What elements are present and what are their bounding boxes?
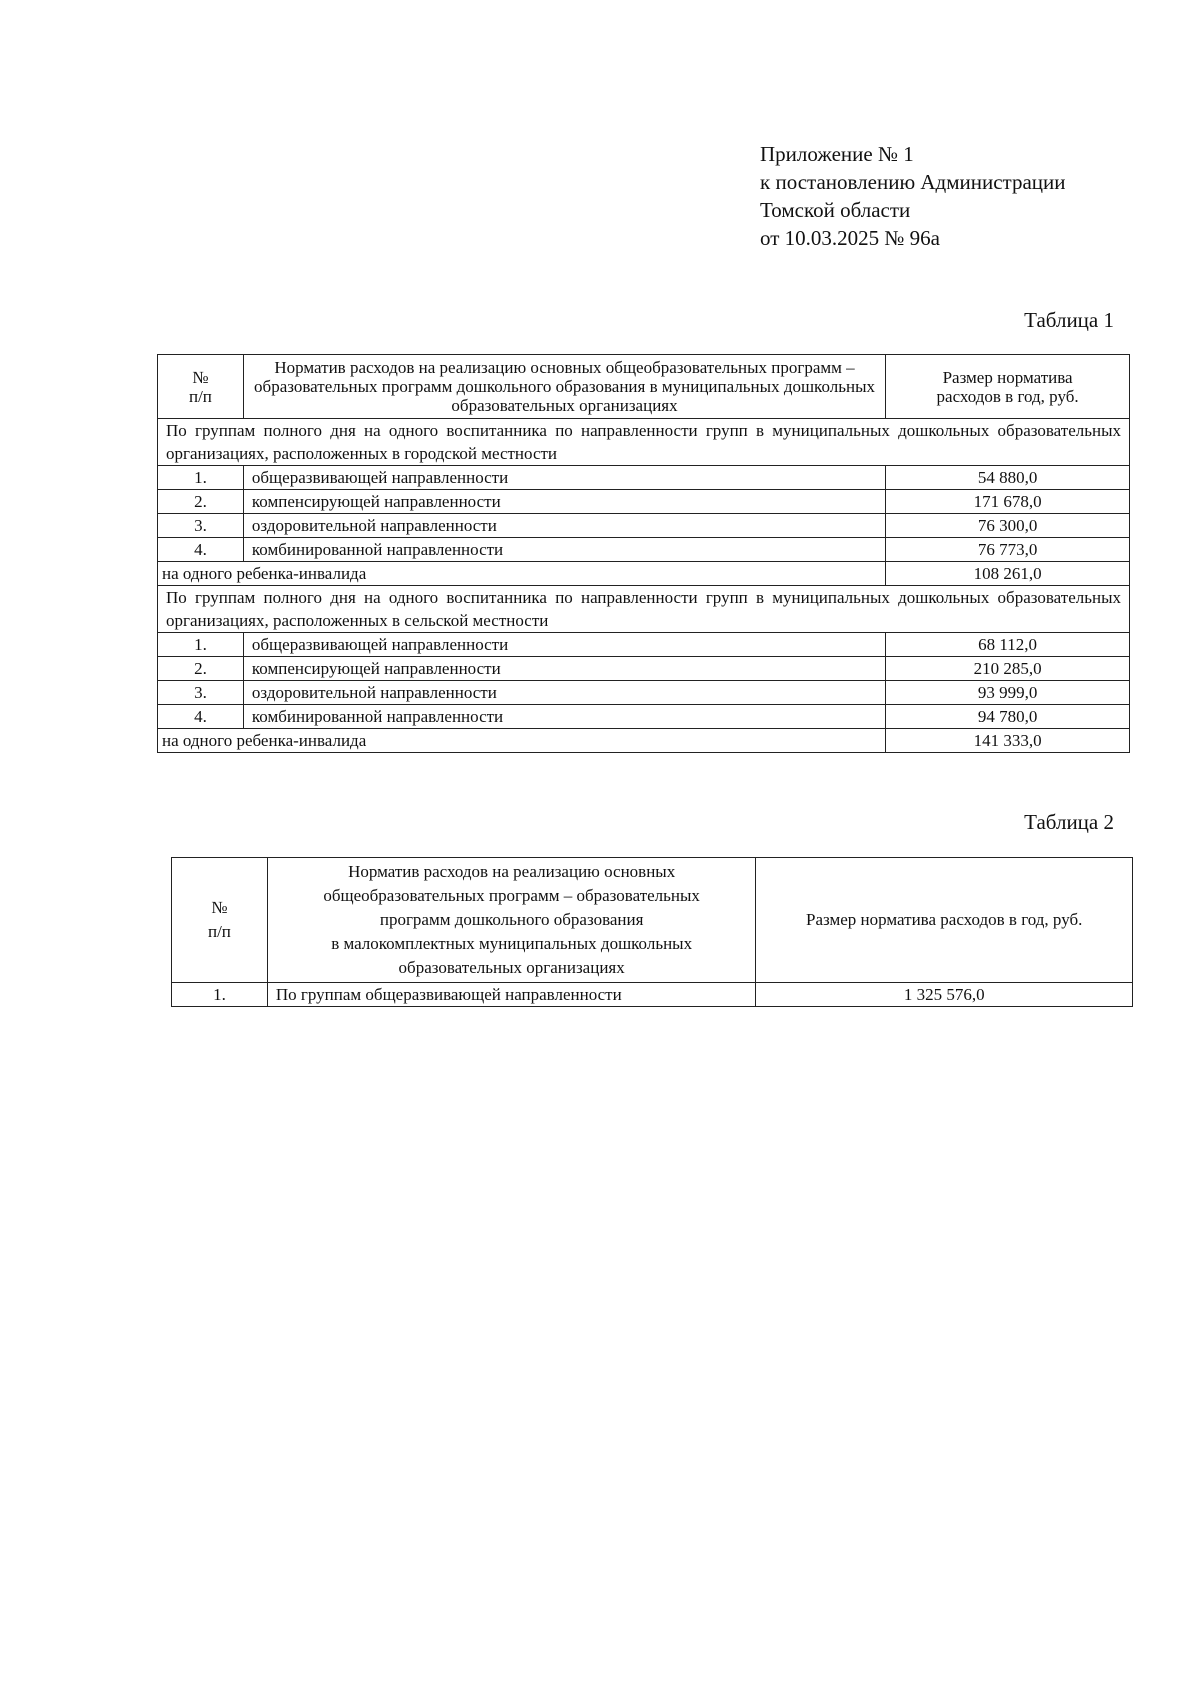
- table2-header-num: № п/п: [172, 858, 268, 983]
- row-name: оздоровительной направленности: [243, 681, 885, 705]
- row-value: 54 880,0: [886, 466, 1130, 490]
- table-row: [158, 681, 1130, 705]
- table2-caption: Таблица 2: [1024, 810, 1114, 834]
- row-value: 94 780,0: [886, 705, 1130, 729]
- row-value: 68 112,0: [886, 633, 1130, 657]
- row-name: на одного ребенка-инвалида: [158, 729, 886, 753]
- table1-section-row: [158, 419, 1130, 466]
- table2-header-value: Размер норматива расходов в год, руб.: [756, 858, 1133, 983]
- table2-header-name: Норматив расходов на реализацию основных общеобразовательных программ – образовательных программ дошкольного образования в малокомплектных муниципальных дошкольных образовательных организациях: [267, 858, 756, 983]
- row-number: 1.: [172, 983, 268, 1007]
- row-value: 210 285,0: [886, 657, 1130, 681]
- row-value: 76 773,0: [886, 538, 1130, 562]
- row-number: 3.: [158, 681, 244, 705]
- table1-section-row: [158, 586, 1130, 633]
- annex-title: Приложение № 1: [760, 142, 914, 166]
- row-value: 108 261,0: [886, 562, 1130, 586]
- row-number: 3.: [158, 514, 244, 538]
- table1-header-name: Норматив расходов на реализацию основных общеобразовательных программ – образовательных программ дошкольного образования в муниципальных дошкольных образовательных организациях: [243, 355, 885, 419]
- table-row: [172, 983, 1133, 1007]
- table2: [171, 857, 1133, 1007]
- row-value: 76 300,0: [886, 514, 1130, 538]
- row-name: комбинированной направленности: [243, 538, 885, 562]
- table2-header-row: [172, 858, 1133, 983]
- row-name: По группам общеразвивающей направленности: [267, 983, 756, 1007]
- table-row: [158, 466, 1130, 490]
- row-name: общеразвивающей направленности: [243, 466, 885, 490]
- row-value: 1 325 576,0: [756, 983, 1133, 1007]
- row-number: 1.: [158, 633, 244, 657]
- annex-region-line: Томской области: [760, 198, 911, 222]
- table1-header-num: № п/п: [158, 355, 244, 419]
- table1: [157, 354, 1130, 753]
- table1-disabled-child-row: [158, 729, 1130, 753]
- table1-section-title: По группам полного дня на одного воспитанника по направленности групп в муниципальных дошкольных образовательных организациях, расположенных в сельской местности: [158, 586, 1130, 633]
- row-number: 2.: [158, 657, 244, 681]
- table-row: [158, 514, 1130, 538]
- row-number: 4.: [158, 538, 244, 562]
- annex-resolution-line: к постановлению Администрации: [760, 170, 1066, 194]
- table-row: [158, 538, 1130, 562]
- row-name: компенсирующей направленности: [243, 490, 885, 514]
- table1-caption: Таблица 1: [1024, 308, 1114, 332]
- row-name: общеразвивающей направленности: [243, 633, 885, 657]
- table-row: [158, 705, 1130, 729]
- row-number: 4.: [158, 705, 244, 729]
- annex-date-line: от 10.03.2025 № 96а: [760, 226, 941, 250]
- row-number: 2.: [158, 490, 244, 514]
- row-name: компенсирующей направленности: [243, 657, 885, 681]
- annex-block: [760, 140, 1066, 252]
- table1-disabled-child-row: [158, 562, 1130, 586]
- table-row: [158, 490, 1130, 514]
- row-name: на одного ребенка-инвалида: [158, 562, 886, 586]
- table-row: [158, 657, 1130, 681]
- row-number: 1.: [158, 466, 244, 490]
- table-row: [158, 633, 1130, 657]
- row-value: 171 678,0: [886, 490, 1130, 514]
- row-name: комбинированной направленности: [243, 705, 885, 729]
- row-value: 93 999,0: [886, 681, 1130, 705]
- table1-header-value: Размер норматива расходов в год, руб.: [886, 355, 1130, 419]
- row-value: 141 333,0: [886, 729, 1130, 753]
- row-name: оздоровительной направленности: [243, 514, 885, 538]
- table1-section-title: По группам полного дня на одного воспитанника по направленности групп в муниципальных дошкольных образовательных организациях, расположенных в городской местности: [158, 419, 1130, 466]
- table1-header-row: [158, 355, 1130, 419]
